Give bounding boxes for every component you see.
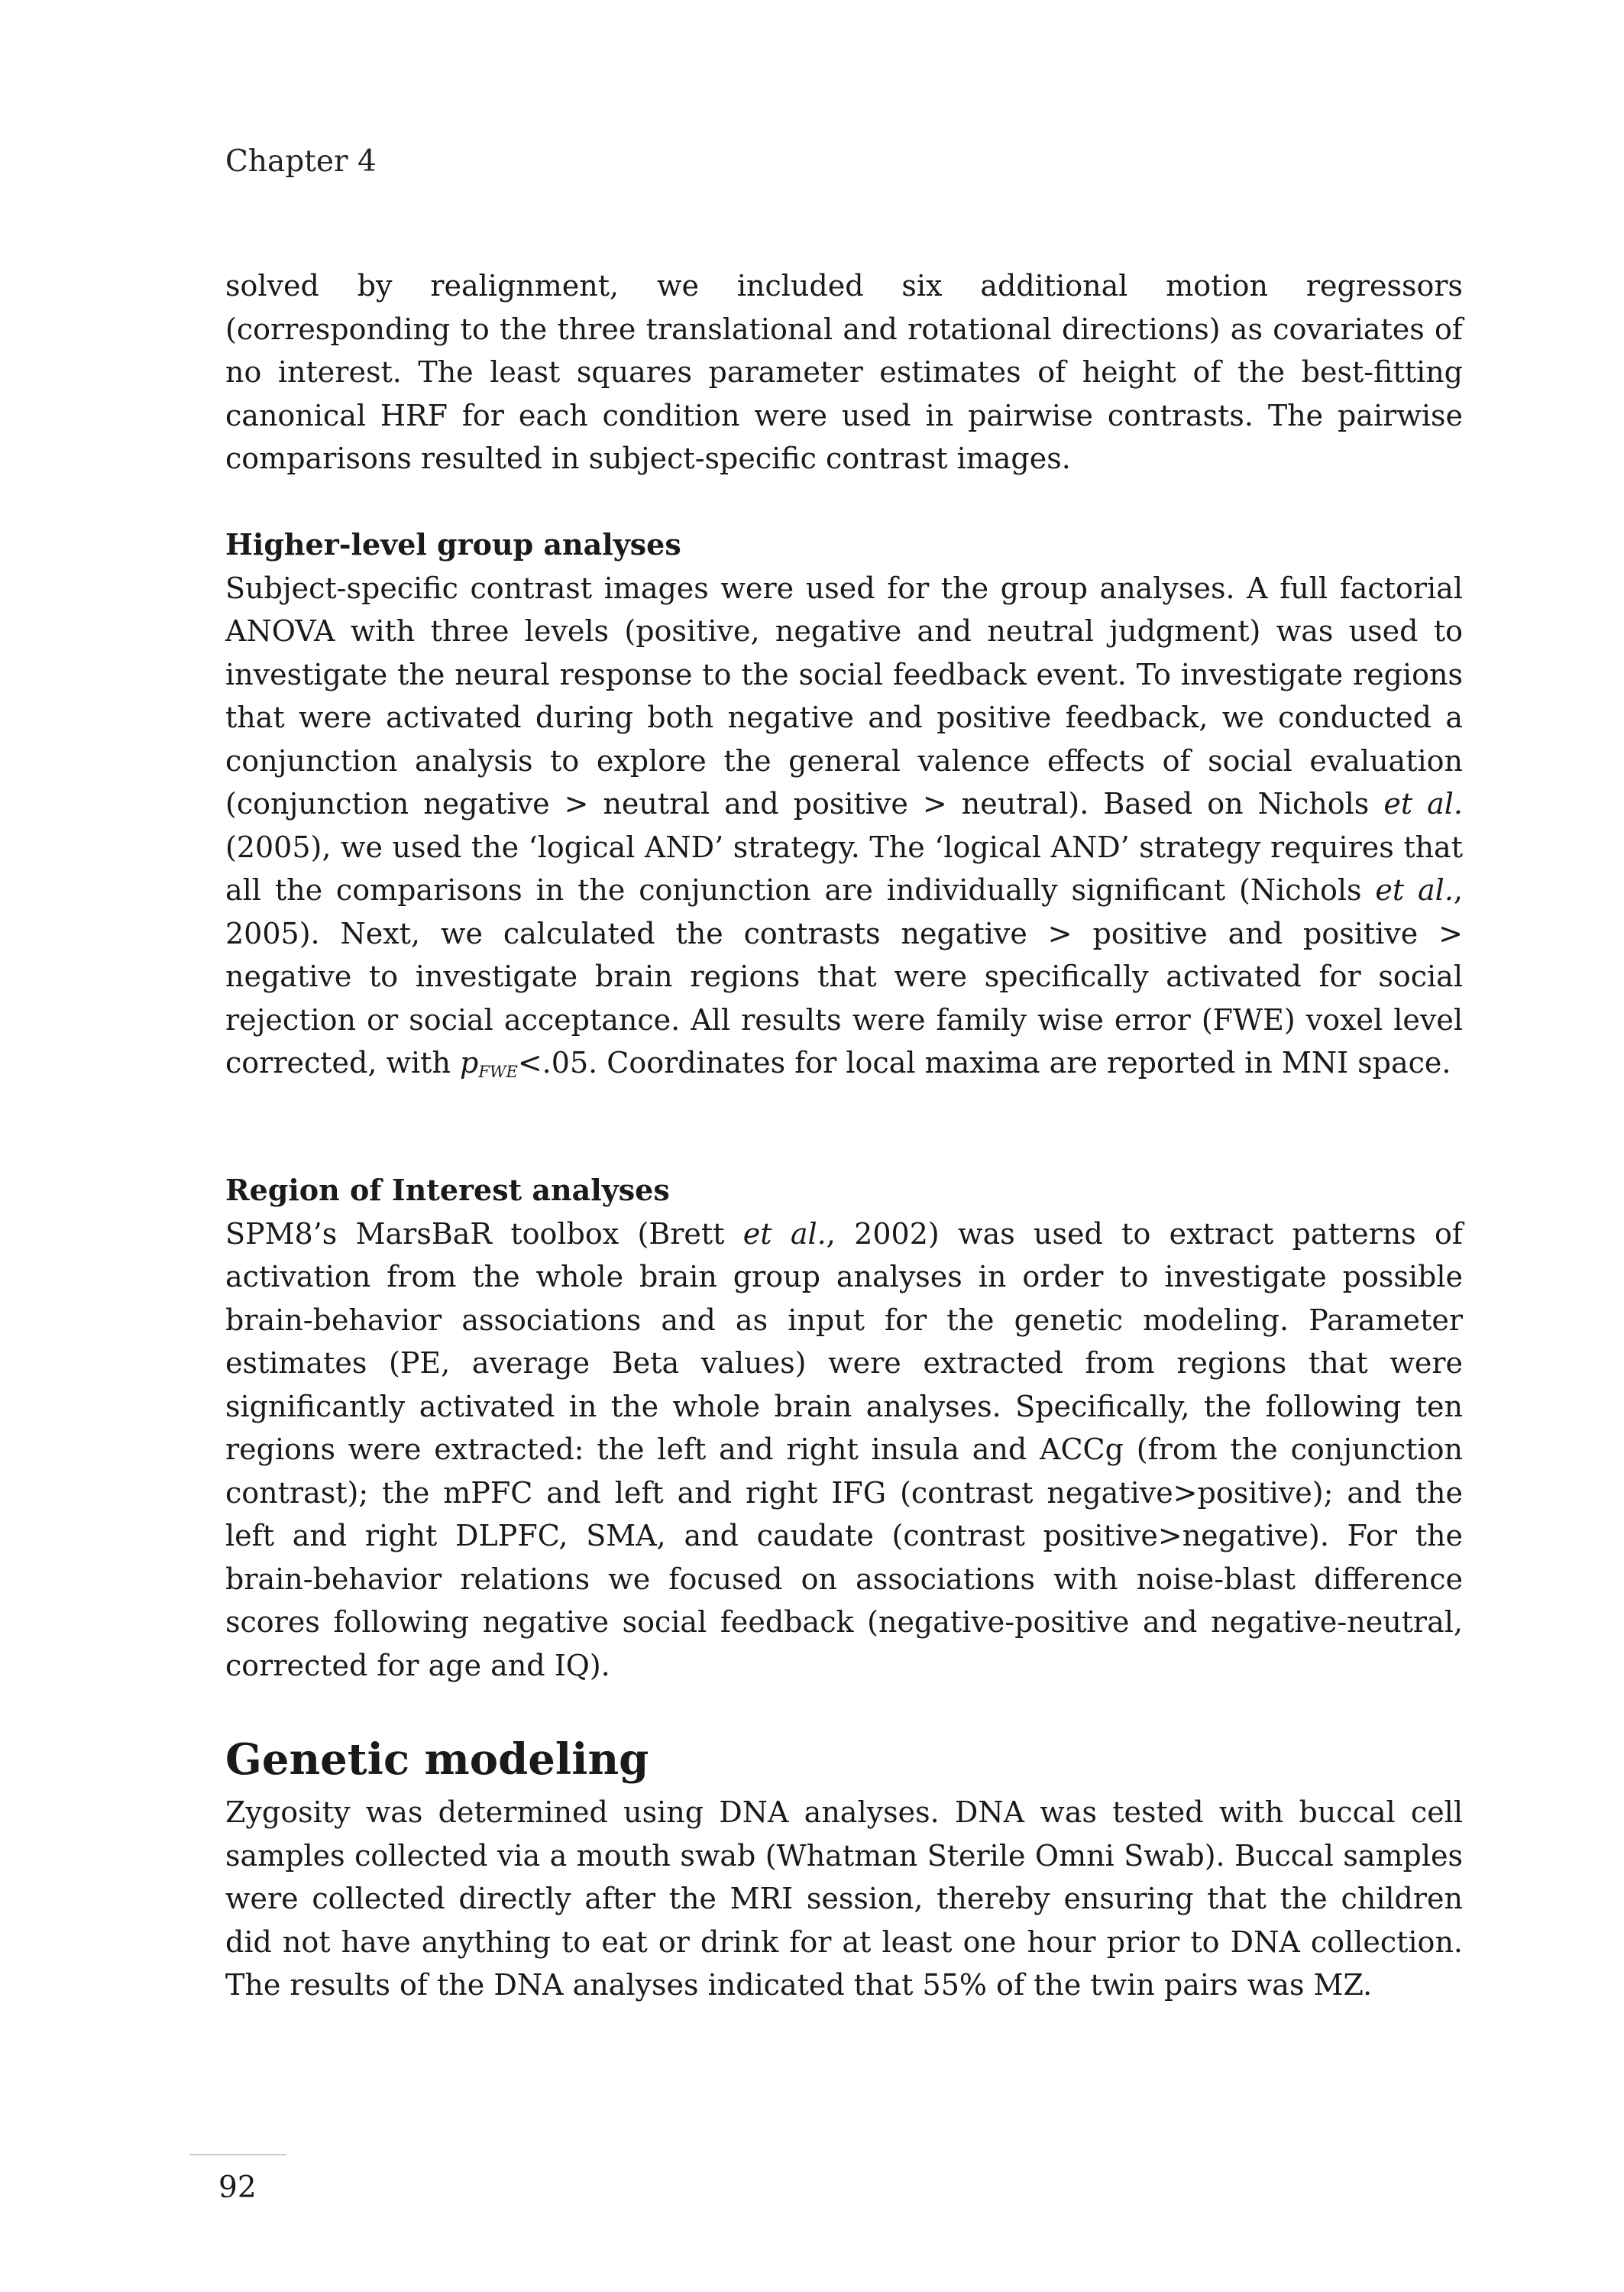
p-symbol: p [460,1046,479,1080]
running-head: Chapter 4 [225,144,377,179]
higher-level-etal-1: et al. [1383,787,1463,821]
genetic-paragraph: Zygosity was determined using DNA analyses. DNA was tested with buccal cell samples collected via a mouth swab (Whatman Sterile Omni Swab). Buccal samples were collected directly after the MRI session, thereby ensuring that the children did not have anything to eat or drink for at least one hour prior to DNA collection. The results of the DNA analyses indicated that 55% of the twin pairs was MZ. [225,1795,1463,2002]
higher-level-heading: Higher-level group analyses [225,527,681,562]
roi-text-2: , 2002) was used to extract patterns of activation from the whole brain group analyses in order to investigate possible brain-behavior associations and as input for the genetic modeling. Parameter estimates (PE, average Beta values) were extracted from regions that were significantly activated in the whole brain analyses. Specifically, the following ten regions were extracted: the left and right insula and ACCg (from the conjunction contrast); the mPFC and left and right IFG (contrast negative>positive); and the left and right DLPFC, SMA, and caudate (contrast positive>negative). For the brain-behavior relations we focused on associations with noise-blast difference scores following negative social feedback (negative-positive and negative-neutral, corrected for age and IQ). [225,1216,1463,1682]
roi-etal: et al. [742,1216,827,1251]
genetic-section [225,1733,1463,2007]
intro-paragraph-block [225,264,1463,481]
footer-rule [189,2154,286,2155]
roi-text-1: SPM8’s MarsBaR toolbox (Brett [225,1216,743,1251]
p-subscript: FWE [478,1063,518,1081]
roi-paragraph [225,1212,1463,1688]
higher-level-text-2: (2005), we used the ‘logical AND’ strategy. The ‘logical AND’ strategy requires that all the comparisons in the conjunction are individually significant (Nichols [225,830,1463,907]
higher-level-text-4: <.05. Coordinates for local maxima are reported in MNI space. [517,1046,1451,1080]
higher-level-text-3: , 2005). Next, we calculated the contrasts negative > positive and positive > negative to investigate brain regions that were specifically activated for social rejection or social acceptance. All results were family wise error (FWE) voxel level corrected, with [225,873,1463,1080]
intro-paragraph: solved by realignment, we included six additional motion regressors (corresponding to the three translational and rotational directions) as covariates of no interest. The least squares parameter estimates of height of the best-fitting canonical HRF for each condition were used in pairwise contrasts. The pairwise comparisons resulted in subject-specific contrast images. [225,269,1463,475]
higher-level-text-1: Subject-specific contrast images were used for the group analyses. A full factorial ANOVA with three levels (positive, negative and neutral judgment) was used to investigate the neural response to the social feedback event. To investigate regions that were activated during both negative and positive feedback, we conducted a conjunction analysis to explore the general valence effects of social evaluation (conjunction negative > neutral and positive > neutral). Based on Nichols [225,571,1463,821]
roi-heading: Region of Interest analyses [225,1173,670,1207]
roi-section [225,1169,1463,1687]
higher-level-etal-2: et al. [1375,873,1454,907]
page-number: 92 [218,2171,257,2205]
higher-level-section [225,523,1463,1094]
higher-level-paragraph [225,567,1463,1094]
genetic-heading: Genetic modeling [225,1734,649,1785]
